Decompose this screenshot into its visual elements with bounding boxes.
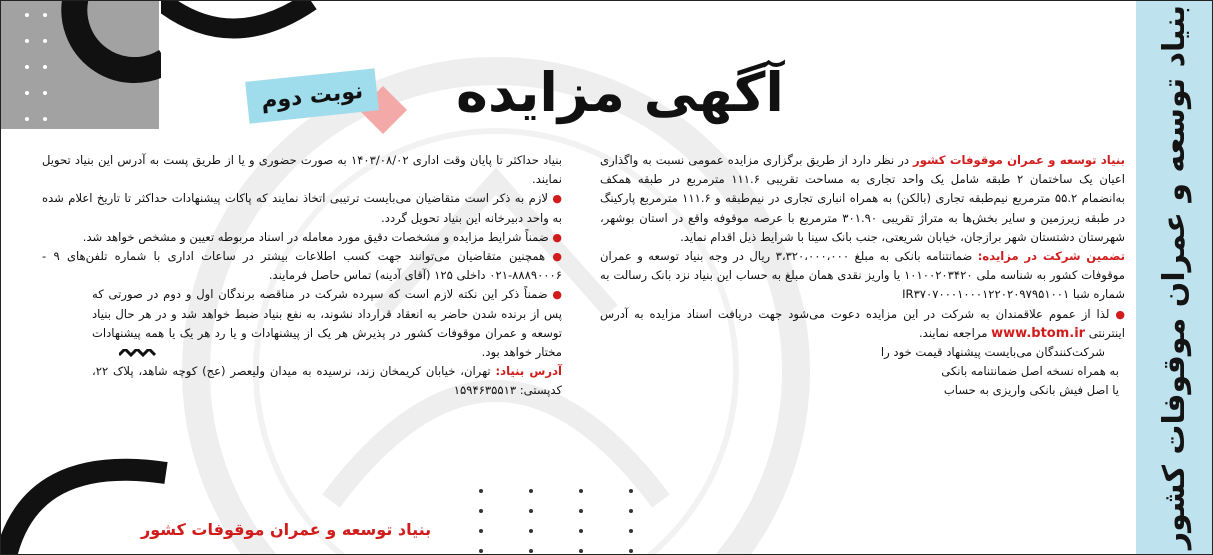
right-column (600, 151, 1125, 401)
invite-paragraph (600, 305, 1125, 343)
decorative-arc (161, 1, 321, 51)
note-text: لازم به ذکر است متقاضیان می‌بایست ترتیبی اتخاذ نمایند که پاکات پیشنهادات حداکثر تا تاریخ اعلام شده به واحد دبیرخانه این بنیاد تحویل گردد. (42, 191, 562, 225)
note-text: همچنین متقاضیان می‌توانند جهت کسب اطلاعات بیشتر در ساعات اداری با شماره تلفن‌های ۹ - ۸۸۸۹۰۰۰۶-۰۲۱ داخلی ۱۲۵ (آقای آدینه) تماس حاصل فرمایند. (42, 249, 562, 283)
intro-paragraph (600, 151, 1125, 247)
bullet-icon: ● (1115, 307, 1125, 321)
offer-intro: شرکت‌کنندگان می‌بایست پیشنهاد قیمت خود را (880, 345, 1105, 360)
offer-option-1: به همراه نسخه اصل ضمانتنامه بانکی (941, 364, 1119, 379)
note-item (42, 189, 562, 227)
decorative-corner-shapes (1, 1, 161, 131)
org-sidebar-title: بنیاد توسعه و عمران موقوفات کشور (1156, 5, 1192, 550)
invite-text-2: مراجعه نمایند. (918, 325, 988, 340)
address-label: آدرس بنیاد: (495, 364, 563, 379)
intro-org-name: بنیاد توسعه و عمران موقوفات کشور (913, 153, 1125, 167)
note-item (42, 285, 562, 362)
bullet-icon: ● (552, 288, 563, 302)
announcement-title: آگهی مزایده (456, 61, 784, 124)
offer-option-2: یا اصل فیش بانکی واریزی به حساب (943, 383, 1119, 398)
footer-org-signature: بنیاد توسعه و عمران موقوفات کشور (141, 520, 432, 539)
turn-badge: نوبت دوم (245, 68, 379, 123)
bullet-icon: ● (552, 230, 562, 244)
note-text: ضمناً ذکر این نکته لازم است که سپرده شرکت در مناقصه برندگان اول و دوم در صورتی که پس از برنده شدن حاضر به انعقاد قرارداد نشوند، به نفع بنیاد ضبط خواهد شد و در هر حال بنیاد توسعه و عمران موقوفات کشور در پذیرش هر یک از پیشنهادات و یا رد هر یک یا همه پیشنهادات مختار خواهد بود. (92, 287, 562, 360)
website-link[interactable]: www.btom.ir (991, 325, 1086, 341)
deadline-paragraph: بنیاد حداکثر تا پایان وقت اداری ۱۴۰۳/۰۸/۰۲ به صورت حضوری و یا از طریق پست به آدرس این بنیاد تحویل نمایند. (42, 153, 563, 187)
guarantee-label: تضمین شرکت در مزایده: (977, 249, 1125, 264)
intro-text: در نظر دارد از طریق برگزاری مزایده عمومی نسبت به واگذاری اعیان یک ساختمان ۲ طبقه شامل یک واحد تجاری به مساحت تقریبی ۱۱۱.۶ مترمربع در طبقه همکف به‌انضمام ۵۵.۲ مترمربع نیم‌طبقه تجاری (بالکن) به همراه انباری تجاری در نیم‌طبقه و ۱۱۱.۶ مترمربع پارکینگ در طبقه زیرزمین و سایر بخش‌ها به متراژ تقریبی ۳۰۱.۹۰ مترمربع با عرصه موقوفه واقع در استان بوشهر، شهرستان دشتستان شهر برازجان، خیابان شریعتی، جنب بانک سینا با شرایط ذیل اقدام نماید. (600, 153, 1126, 244)
note-text: ضمناً شرایط مزایده و مشخصات دقیق مورد معامله در اسناد مربوطه تعیین و مشخص خواهد شد. (82, 229, 549, 244)
guarantee-paragraph (600, 247, 1125, 305)
org-sidebar (1136, 1, 1212, 554)
address-text: تهران، خیابان کریمخان زند، نرسیده به میدان ولیعصر (عج) کوچه شاهد، پلاک ۲۲، کدپستی: ۱۵۹۴۶۳۵۵۱۳ (92, 364, 562, 398)
address-paragraph (42, 362, 562, 400)
bullet-icon: ● (552, 192, 562, 206)
decorative-bottom-arc (1, 453, 171, 555)
invite-text-1: لذا از عموم علاقمندان به شرکت در این مزایده دعوت می‌شود جهت دریافت اسناد مزایده به آدرس اینترنتی (600, 306, 1125, 340)
decorative-dot-grid (461, 481, 661, 555)
note-item (42, 247, 562, 285)
bullet-icon: ● (552, 250, 563, 264)
note-item (42, 228, 562, 247)
guarantee-text: ضمانتنامه بانکی به مبلغ ۳،۳۲۰،۰۰۰،۰۰۰ ریال در وجه بنیاد توسعه و عمران موقوفات کشور به شناسه ملی ۱۰۱۰۰۲۰۳۴۲۰ یا واریز نقدی همان مبلغ به حساب این بنیاد نزد بانک رسالت به شماره شبا IR۳۷۰۷۰۰۰۱۰۰۰۱۲۲۰۲۰۹۷۹۵۱۰۰۱ (600, 249, 1125, 302)
left-column (42, 151, 562, 401)
